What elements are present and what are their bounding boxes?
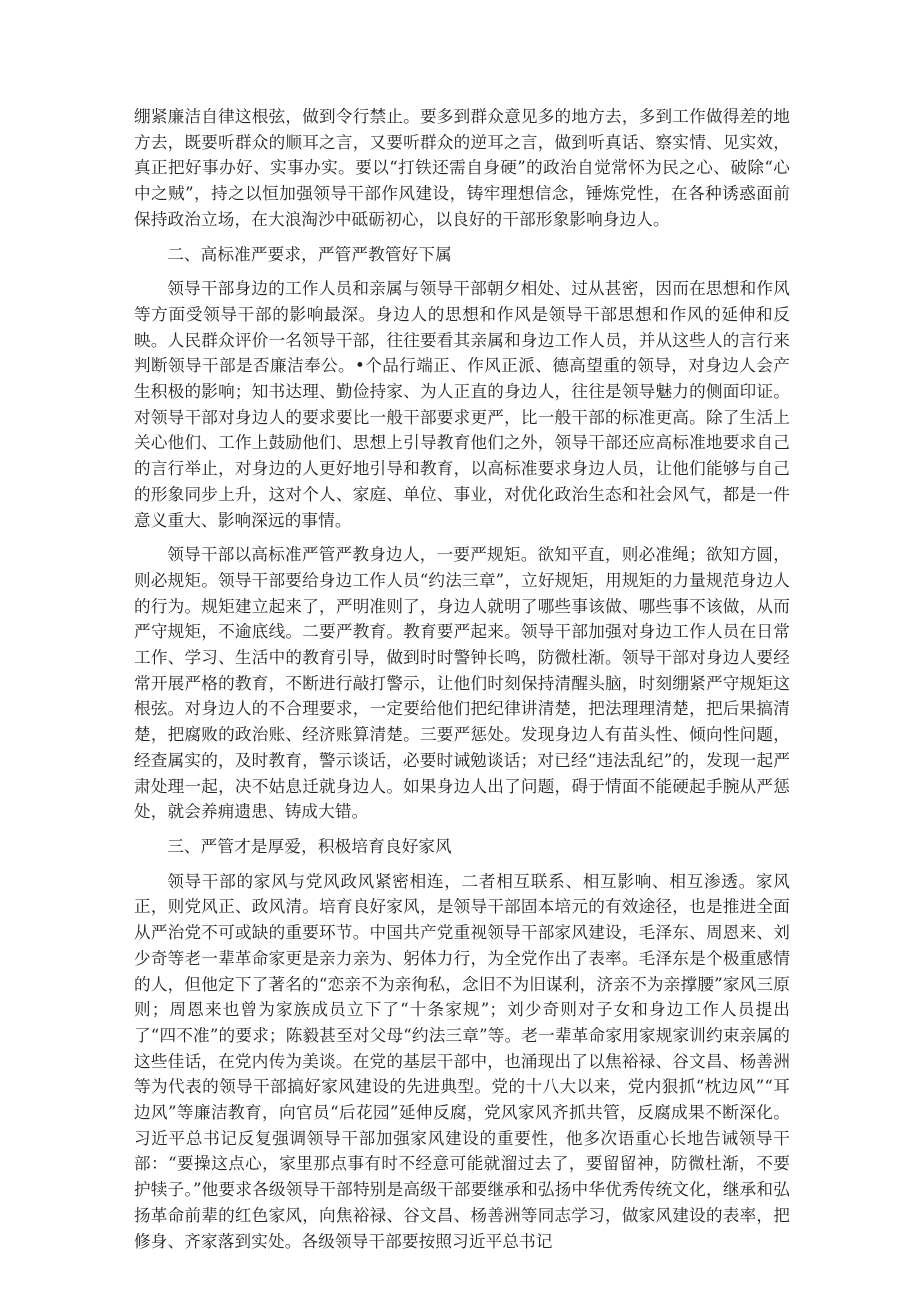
- paragraph: 领导干部以高标准严管严教身边人，一要严规矩。欲知平直，则必准绳；欲知方圆，则必规矩。领导干部要给身边工作人员“约法三章”，立好规矩，用规矩的力量规范身边人的行为。规矩建立起来了，严明准则了，身边人就明了哪些事该做、哪些事不该做，从而严守规矩，不逾底线。二要严教育。教育要严起来。领导干部加强对身边工作人员在日常工作、学习、生活中的教育引导，做到时时警钟长鸣，防微杜渐。领导干部对身边人要经常开展严格的教育，不断进行敲打警示，让他们时刻保持清醒头脑，时刻绷紧严守规矩这根弦。对身边人的不合理要求，一定要给他们把纪律讲清楚，把法理理清楚，把后果搞清楚，把腐败的政治账、经济账算清楚。三要严惩处。发现身边人有苗头性、倾向性问题，经查属实的，及时教育，警示谈话，必要时诫勉谈话；对已经“违法乱纪”的，发现一起严肃处理一起，决不姑息迁就身边人。如果身边人出了问题，碍于情面不能硬起手腕从严惩处，就会养痈遗患、铸成大错。: [134, 545, 790, 822]
- paragraph: 领导干部身边的工作人员和亲属与领导干部朝夕相处、过从甚密，因而在思想和作风等方面受领导干部的影响最深。身边人的思想和作风是领导干部思想和作风的延伸和反映。人民群众评价一名领导干部，往往要看其亲属和身边工作人员，并从这些人的言行来判断领导干部是否廉洁奉公。•个品行端正、作风正派、德高望重的领导，对身边人会产生积极的影响；知书达理、勤俭持家、为人正直的身边人，往往是领导魅力的侧面印证。对领导干部对身边人的要求要比一般干部要求更严，比一般干部的标准更高。除了生活上关心他们、工作上鼓励他们、思想上引导教育他们之外，领导干部还应高标准地要求自己的言行举止，对身边的人更好地引导和教育，以高标准要求身边人员，让他们能够与自己的形象同步上升，这对个人、家庭、单位、事业，对优化政治生态和社会风气，都是一件意义重大、影响深远的事情。: [134, 279, 790, 530]
- section-heading-2: 二、高标准严要求，严管严教管好下属: [167, 244, 452, 264]
- paragraph: 领导干部的家风与党风政风紧密相连，二者相互联系、相互影响、相互渗透。家风正，则党风正、政风清。培育良好家风，是领导干部固本培元的有效途径，也是推进全面从严治党不可或缺的重要环节。中国共产党重视领导干部家风建设，毛泽东、周恩来、刘少奇等老一辈革命家更是亲力亲为、躬体力行，为全党作出了表率。毛泽东是个极重感情的人，但他定下了著名的“恋亲不为亲徇私，念旧不为旧谋利，济亲不为亲撑腰”家风三原则；周恩来也曾为家族成员立下了“十条家规”；刘少奇则对子女和身边工作人员提出了“四不准”的要求；陈毅甚至对父母“约法三章”等。老一辈革命家用家规家训约束亲属的这些佳话，在党内传为美谈。在党的基层干部中，也涌现出了以焦裕禄、谷文昌、杨善洲等为代表的领导干部搞好家风建设的先进典型。党的十八大以来，党内狠抓“枕边风”“耳边风”等廉洁教育，向官员“后花园”延伸反腐，党风家风齐抓共管，反腐成果不断深化。习近平总书记反复强调领导干部加强家风建设的重要性，他多次语重心长地告诫领导干部：“要操这点心，家里那点事有时不经意可能就溜过去了，要留留神，防微杜渐，不要护犊子。”他要求各级领导干部特别是高级干部要继承和弘扬中华优秀传统文化，继承和弘扬革命前辈的红色家风，向焦裕禄、谷文昌、杨善洲等同志学习，做家风建设的表率，把修身、齐家落到实处。各级领导干部要按照习近平总书记: [134, 871, 790, 1251]
- document-page: [134, 104, 790, 1263]
- paragraph-continued: 绷紧廉洁自律这根弦，做到令行禁止。要多到群众意见多的地方去，多到工作做得差的地方去，既要听群众的顺耳之言，又要听群众的逆耳之言，做到听真话、察实情、见实效，真正把好事办好、实事办实。要以“打铁还需自身硬”的政治自觉常怀为民之心、破除“心中之贼”，持之以恒加强领导干部作风建设，铸牢理想信念，锤炼党性，在各种诱惑面前保持政治立场，在大浪淘沙中砥砺初心，以良好的干部形象影响身边人。: [134, 107, 790, 229]
- section-heading-3: 三、严管才是厚爱，积极培育良好家风: [167, 836, 452, 856]
